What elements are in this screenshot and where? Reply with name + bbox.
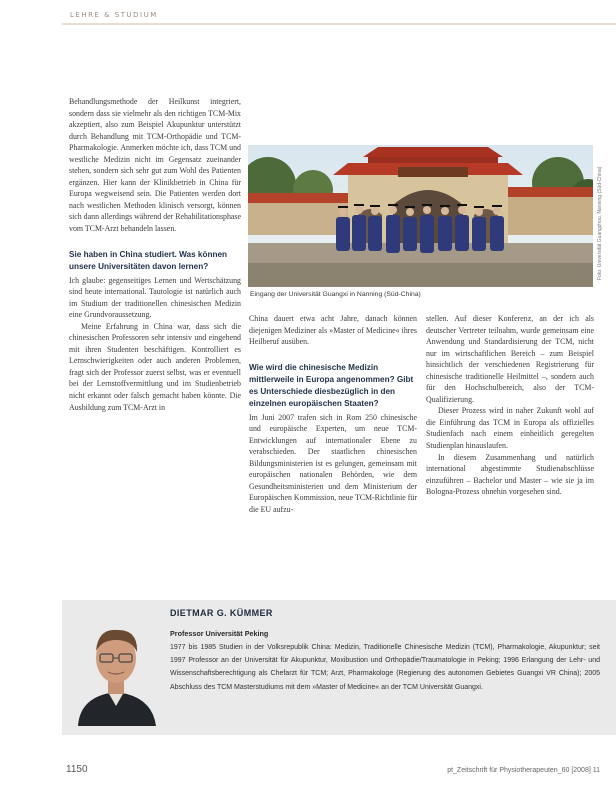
header-rule	[62, 23, 616, 25]
author-portrait	[70, 606, 162, 726]
col3-paragraph-3: In diesem Zusammenhang und natürlich international abgestimmte Studienabschlüsse einzuführen – Bachelor und Master – wie sie ja im Bologna-Prozess ohnehin vorgesehen sind.	[426, 452, 594, 497]
col1-paragraph-2: Ich glaube: gegenseitiges Lernen und Wertschätzung sind heute international. Tautologie ist natürlich auch im Studium der traditionellen chinesischen Medizin eine Grundvoraussetzung.	[69, 275, 241, 320]
page-number: 1150	[66, 764, 88, 775]
col2-paragraph-1: China dauert etwa acht Jahre, danach können diejenigen Mediziner als »Master of Medicine« ihres Heilberuf ausüben.	[249, 314, 417, 347]
gate-illustration	[248, 145, 593, 287]
column-1	[69, 96, 241, 413]
col1-question-1: Sie haben in China studiert. Was können unsere Universitäten davon lernen?	[69, 249, 228, 271]
running-head: LEHRE & STUDIUM	[70, 11, 158, 19]
university-gate-photo	[248, 145, 593, 287]
col2-paragraph-2: Im Juni 2007 trafen sich in Rom 250 chinesische und europäische Experten, um neue TCM-Entwicklungen auf internationaler Ebene zu verabschieden. Der staatlichen chinesischen Bildungsministerien ist es gelungen, gemeinsam mit europäischen nationalen Behörden, wie dem Gesundheitsministerien und dem Ministerium der Europäischen Kommission, neue TCM-Richtlinie für die EU aufzu-	[249, 412, 417, 515]
col2-question-1: Wie wird die chinesische Medizin mittlerweile in Europa angenommen? Gibt es Unterschiede diesbezüglich in den einzelnen europäischen Staaten?	[249, 362, 414, 408]
photo-credit: Foto: Universität Guangzhou, Nanning (Süd-China)	[597, 166, 603, 280]
portrait-illustration	[70, 606, 162, 726]
journal-footer: pt_Zeitschrift für Physiotherapeuten_60 [2008] 11	[447, 767, 600, 774]
column-2	[249, 313, 417, 516]
photo-caption: Eingang der Universität Guangxi in Nanning (Süd-China)	[250, 291, 421, 298]
col3-paragraph-2: Dieser Prozess wird in naher Zukunft wohl auf die Einführung das TCM in Europa als offizielles Studienfach nach einem einheitlich geregelten Studienplan hinauslaufen.	[426, 406, 594, 451]
author-bio-text: 1977 bis 1985 Studien in der Volksrepublik China: Medizin, Traditionelle Chinesische Medizin (TCM), Pharmakologie, Akupunktur; seit 1997 Professor an der Universität für Akupunktur, Moxibustion und Orthopädie/Traumatologie in Peking; 1996 Erlangung der Lehr- und Wissenschaftsberechtigung als Chefarzt für TCM; Arzt, Pharmakologe (Regierung des autonomen Gebietes Guangxi VR China); 2005 Abschluss des TCM Masterstudiums mit dem »Master of Medicine« an der TCM Universität Guangxi.	[170, 644, 600, 691]
author-role: Professor Universität Peking	[170, 629, 269, 638]
col3-paragraph-1: stellen. Auf dieser Konferenz, an der ich als deutscher Vertreter teilnahm, wurde gemeinsam eine Anwendung und Standardisierung der TCM, nicht nur im wirtschaftlichen Bereich – zum Beispiel hinsichtlich der verschiedenen Registrierung für chinesische traditionelle Heilmittel –, sondern auch für den Hochschulbereich, also der TCM-Qualifizierung.	[426, 314, 594, 404]
column-3	[426, 313, 594, 498]
col1-paragraph-3: Meine Erfahrung in China war, dass sich die chinesischen Professoren sehr intensiv und eingehend mit ihren Studenten beschäftigen. Kontrolliert es Lernschwierigkeiten oder auch anderen Problemen, fragt sich der Professor zuerst selbst, was er eventuell bei der Lernstoffvermittlung und im Studienbetrieb nicht erkannt oder falsch gemacht haben könnte. Die Ausbildung zum TCM-Arzt in	[69, 321, 241, 412]
author-name: DIETMAR G. KÜMMER	[170, 608, 273, 618]
col1-paragraph-1: Behandlungsmethode der Heilkunst integriert, sondern dass sie vielmehr als den richtigen TCM-Mix akzeptiert, also zum Beispiel Akupunktur unterstützt durch Behandlung mit TCM-Orthopädie und TCM-Pharmakologie. Anmerken möchte ich, dass TCM und westliche Medizin nicht im Gegensatz zueinander stehen, sondern sich sehr gut zum Wohl des Patienten ergänzen. Hier kann der Klinikbetrieb in China für Europa wegweisend sein. Die Patienten werden dort nach westlichen Methoden klinisch versorgt, können sich dann allerdings während der Rehabilitationsphase vom TCM-Arzt behandeln lassen.	[69, 97, 242, 234]
